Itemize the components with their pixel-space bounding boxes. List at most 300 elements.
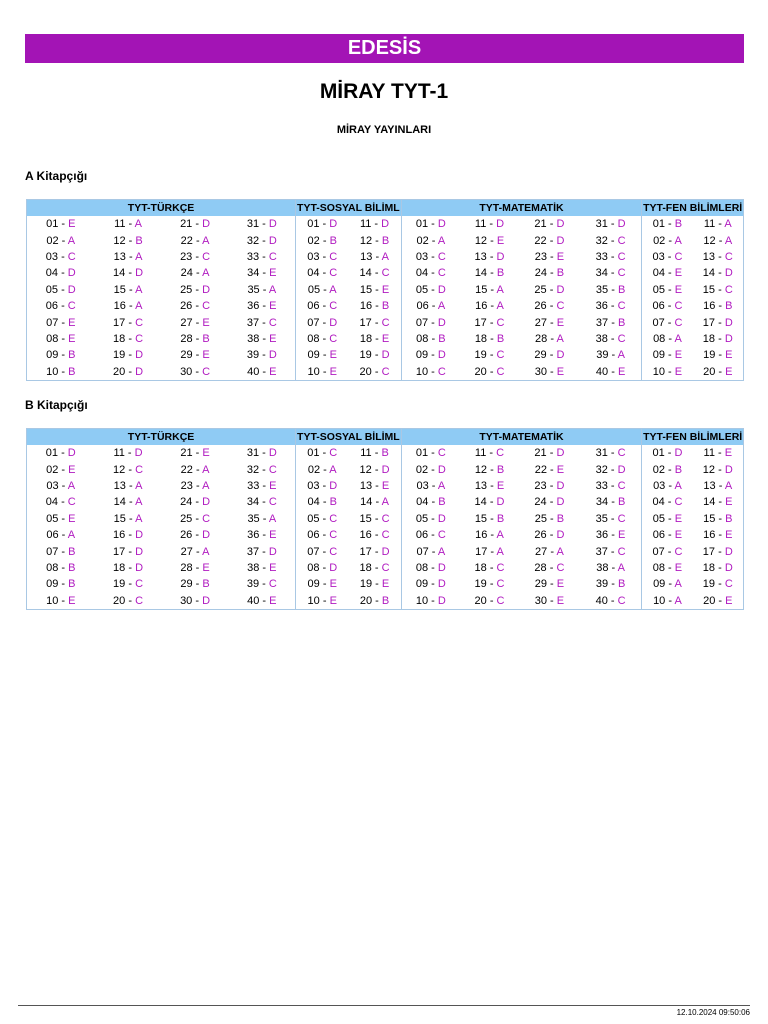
question-number: 18: [113, 561, 126, 574]
separator: -: [125, 594, 136, 607]
separator: -: [192, 300, 203, 313]
separator: -: [371, 316, 382, 329]
answer-letter: D: [135, 267, 144, 280]
answer-letter: E: [329, 365, 337, 378]
answer-cell: [27, 216, 95, 232]
answer-letter: C: [329, 300, 338, 313]
answer-letter: C: [496, 316, 505, 329]
answer-letter: E: [269, 561, 277, 574]
separator: -: [486, 447, 497, 460]
separator: -: [319, 349, 330, 362]
answer-letter: C: [496, 349, 505, 362]
answer-letter: D: [724, 463, 733, 476]
answer-cell: [27, 560, 95, 576]
separator: -: [608, 578, 618, 591]
question-number: 15: [359, 512, 372, 525]
separator: -: [486, 250, 497, 263]
question-number: 34: [595, 496, 609, 509]
answer-cell: [95, 494, 162, 510]
separator: -: [58, 218, 69, 231]
question-number: 11: [360, 447, 372, 460]
answer-cell: [95, 445, 162, 461]
answer-letter: E: [617, 365, 626, 378]
answer-cell: [580, 494, 642, 510]
answer-cell: [229, 560, 296, 576]
answer-cell: [460, 298, 519, 314]
separator: -: [715, 250, 725, 263]
question-number: 06: [45, 300, 59, 313]
answer-letter: A: [674, 332, 682, 345]
question-number: 36: [247, 300, 260, 313]
answer-cell: [162, 478, 229, 494]
question-number: 34: [247, 267, 260, 280]
answer-cell: [693, 265, 744, 281]
answer-cell: [519, 576, 580, 592]
answer-cell: [519, 232, 580, 248]
answer-cell: [580, 576, 642, 592]
answer-cell: [401, 560, 460, 576]
answer-cell: [401, 282, 460, 298]
answer-letter: E: [202, 561, 210, 574]
answer-key-table-a: [26, 199, 744, 381]
answer-cell: [642, 494, 693, 510]
answer-letter: D: [202, 529, 211, 542]
separator: -: [125, 250, 136, 263]
answer-cell: [229, 331, 296, 347]
answer-cell: [519, 511, 580, 527]
answer-cell: [229, 511, 296, 527]
separator: -: [428, 365, 438, 378]
question-number: 28: [180, 561, 193, 574]
answer-cell: [580, 298, 642, 314]
separator: -: [665, 463, 675, 476]
answer-cell: [162, 265, 229, 281]
question-number: 02: [652, 463, 665, 476]
answer-cell: [580, 232, 642, 248]
question-number: 12: [359, 234, 373, 247]
answer-letter: E: [724, 447, 733, 460]
separator: -: [259, 300, 270, 313]
answer-letter: B: [68, 545, 76, 558]
separator: -: [486, 218, 497, 231]
separator: -: [546, 479, 557, 492]
question-number: 34: [246, 496, 260, 509]
question-number: 06: [307, 300, 320, 313]
answer-letter: B: [381, 300, 390, 313]
answer-letter: A: [724, 234, 733, 247]
separator: -: [192, 234, 203, 247]
answer-letter: A: [202, 545, 210, 558]
question-number: 24: [180, 496, 193, 509]
answer-letter: D: [556, 349, 565, 362]
answer-letter: C: [329, 529, 338, 542]
answer-letter: C: [268, 496, 277, 509]
separator: -: [607, 512, 618, 525]
answer-letter: C: [329, 512, 338, 525]
answer-cell: [162, 216, 229, 232]
answer-letter: D: [724, 267, 733, 280]
answer-cell: [401, 331, 460, 347]
answer-letter: B: [725, 512, 733, 525]
separator: -: [192, 496, 203, 509]
question-number: 01: [46, 218, 59, 231]
answer-letter: E: [381, 283, 390, 296]
separator: -: [664, 447, 675, 460]
question-number: 06: [307, 529, 320, 542]
question-number: 07: [46, 545, 59, 558]
question-number: 09: [307, 578, 320, 591]
separator: -: [486, 561, 497, 574]
question-number: 11: [114, 218, 126, 231]
answer-cell: [27, 249, 95, 265]
answer-letter: C: [496, 578, 505, 591]
question-number: 24: [534, 496, 547, 509]
question-number: 40: [595, 365, 609, 378]
answer-cell: [460, 347, 519, 363]
question-number: 04: [307, 496, 320, 509]
separator: -: [259, 545, 269, 558]
answer-cell: [162, 364, 229, 381]
separator: -: [547, 332, 557, 345]
question-number: 33: [246, 250, 260, 263]
separator: -: [259, 283, 269, 296]
separator: -: [546, 234, 557, 247]
answer-cell: [95, 364, 162, 381]
separator: -: [319, 479, 330, 492]
answer-letter: E: [202, 316, 210, 329]
answer-cell: [348, 282, 401, 298]
separator: -: [259, 578, 269, 591]
table-row: [27, 249, 744, 265]
table-row: [27, 232, 744, 248]
separator: -: [319, 316, 330, 329]
question-number: 05: [652, 512, 665, 525]
separator: -: [428, 250, 438, 263]
answer-cell: [162, 461, 229, 477]
answer-cell: [401, 543, 460, 559]
answer-letter: A: [437, 234, 446, 247]
answer-cell: [95, 282, 162, 298]
separator: -: [371, 463, 382, 476]
answer-cell: [693, 576, 744, 592]
question-number: 30: [180, 594, 193, 607]
answer-letter: A: [135, 512, 143, 525]
answer-letter: D: [556, 218, 565, 231]
separator: -: [428, 300, 438, 313]
answer-cell: [27, 445, 95, 461]
separator: -: [58, 267, 68, 280]
answer-letter: B: [438, 332, 446, 345]
question-number: 19: [113, 349, 126, 362]
separator: -: [665, 365, 675, 378]
answer-cell: [229, 298, 296, 314]
question-number: 35: [595, 283, 609, 296]
answer-letter: E: [674, 561, 683, 574]
question-number: 14: [474, 267, 488, 280]
question-number: 38: [247, 332, 260, 345]
question-number: 35: [247, 512, 260, 525]
separator: -: [546, 349, 557, 362]
question-number: 06: [652, 300, 665, 313]
answer-cell: [693, 314, 744, 330]
separator: -: [125, 234, 136, 247]
answer-cell: [162, 347, 229, 363]
question-number: 02: [416, 234, 429, 247]
answer-cell: [693, 347, 744, 363]
table-row: [27, 593, 744, 610]
separator: -: [319, 496, 330, 509]
separator: -: [319, 578, 330, 591]
answer-cell: [348, 445, 401, 461]
question-number: 18: [474, 561, 487, 574]
answer-letter: E: [556, 594, 565, 607]
question-number: 16: [703, 529, 716, 542]
question-number: 20: [113, 365, 126, 378]
separator: -: [607, 479, 618, 492]
answer-letter: E: [269, 529, 277, 542]
answer-cell: [460, 511, 519, 527]
answer-cell: [460, 527, 519, 543]
answer-cell: [693, 216, 744, 232]
answer-cell: [27, 593, 95, 610]
question-number: 32: [246, 234, 260, 247]
answer-letter: E: [381, 332, 390, 345]
question-number: 12: [359, 463, 372, 476]
separator: -: [664, 300, 675, 313]
answer-cell: [401, 232, 460, 248]
answer-letter: D: [202, 496, 211, 509]
separator: -: [428, 283, 438, 296]
answer-letter: C: [202, 300, 211, 313]
separator: -: [715, 463, 725, 476]
answer-cell: [460, 593, 519, 610]
separator: -: [546, 365, 557, 378]
question-number: 01: [307, 447, 320, 460]
question-number: 11: [113, 447, 125, 460]
question-number: 08: [652, 561, 665, 574]
answer-letter: B: [438, 496, 446, 509]
separator: -: [125, 365, 136, 378]
answer-cell: [296, 216, 349, 232]
question-number: 08: [415, 561, 429, 574]
answer-letter: D: [724, 545, 733, 558]
answer-letter: D: [268, 545, 277, 558]
separator: -: [546, 447, 557, 460]
answer-cell: [27, 364, 95, 381]
separator: -: [428, 479, 438, 492]
answer-letter: C: [381, 365, 390, 378]
table-row: [27, 216, 744, 232]
answer-cell: [642, 593, 693, 610]
separator: -: [715, 283, 725, 296]
answer-cell: [348, 576, 401, 592]
separator: -: [428, 496, 439, 509]
answer-letter: C: [381, 529, 390, 542]
question-number: 20: [359, 594, 373, 607]
answer-cell: [580, 478, 642, 494]
answer-cell: [401, 527, 460, 543]
separator: -: [125, 512, 136, 525]
answer-cell: [95, 461, 162, 477]
answer-cell: [348, 216, 401, 232]
separator: -: [715, 578, 725, 591]
question-number: 36: [595, 300, 608, 313]
question-number: 08: [307, 332, 320, 345]
question-number: 30: [534, 365, 547, 378]
separator: -: [259, 365, 270, 378]
answer-cell: [642, 527, 693, 543]
question-number: 03: [416, 479, 429, 492]
separator: -: [546, 561, 557, 574]
separator: -: [58, 578, 69, 591]
question-number: 28: [180, 332, 193, 345]
separator: -: [607, 594, 618, 607]
separator: -: [546, 529, 557, 542]
separator: -: [125, 463, 136, 476]
answer-cell: [296, 494, 349, 510]
answer-letter: C: [202, 512, 211, 525]
question-number: 01: [415, 447, 429, 460]
answer-letter: D: [496, 250, 505, 263]
answer-letter: C: [496, 561, 505, 574]
separator: -: [319, 234, 330, 247]
question-number: 15: [113, 512, 126, 525]
answer-cell: [460, 331, 519, 347]
answer-cell: [693, 478, 744, 494]
answer-letter: A: [437, 300, 446, 313]
separator: -: [428, 529, 438, 542]
question-number: 10: [46, 365, 59, 378]
answer-cell: [296, 347, 349, 363]
question-number: 07: [46, 316, 59, 329]
answer-letter: C: [437, 447, 446, 460]
answer-letter: E: [269, 479, 277, 492]
answer-letter: B: [135, 234, 143, 247]
answer-cell: [95, 576, 162, 592]
question-number: 40: [247, 365, 260, 378]
separator: -: [58, 529, 68, 542]
answer-letter: E: [381, 479, 390, 492]
separator: -: [607, 332, 618, 345]
answer-letter: C: [617, 512, 626, 525]
answer-letter: B: [68, 561, 76, 574]
answer-cell: [642, 445, 693, 461]
answer-letter: D: [381, 349, 390, 362]
answer-cell: [401, 593, 460, 610]
answer-letter: E: [725, 349, 733, 362]
question-number: 16: [475, 300, 488, 313]
question-number: 03: [307, 479, 320, 492]
separator: -: [664, 545, 675, 558]
answer-letter: D: [135, 365, 144, 378]
answer-letter: B: [674, 463, 683, 476]
answer-cell: [460, 494, 519, 510]
answer-letter: C: [674, 545, 683, 558]
question-number: 35: [247, 283, 260, 296]
answer-letter: D: [381, 218, 390, 231]
question-number: 19: [113, 578, 126, 591]
separator: -: [715, 545, 725, 558]
question-number: 33: [247, 479, 260, 492]
table-row: [27, 314, 744, 330]
question-number: 37: [246, 545, 260, 558]
question-number: 38: [596, 561, 609, 574]
answer-letter: D: [724, 561, 733, 574]
answer-cell: [348, 249, 401, 265]
answer-letter: C: [617, 267, 626, 280]
separator: -: [428, 218, 438, 231]
answer-letter: E: [329, 349, 337, 362]
answer-cell: [642, 216, 693, 232]
separator: -: [125, 218, 135, 231]
separator: -: [428, 578, 438, 591]
answer-letter: A: [496, 545, 504, 558]
answer-cell: [401, 265, 460, 281]
answer-cell: [401, 461, 460, 477]
question-number: 17: [359, 545, 372, 558]
answer-letter: D: [329, 218, 338, 231]
answer-letter: D: [437, 349, 446, 362]
answer-cell: [95, 232, 162, 248]
separator: -: [665, 332, 675, 345]
question-number: 32: [246, 463, 260, 476]
answer-letter: D: [268, 447, 277, 460]
answer-cell: [693, 298, 744, 314]
separator: -: [192, 267, 203, 280]
answer-cell: [348, 314, 401, 330]
answer-cell: [642, 331, 693, 347]
separator: -: [192, 218, 203, 231]
answer-letter: B: [381, 234, 390, 247]
answer-letter: C: [724, 283, 733, 296]
separator: -: [607, 447, 618, 460]
answer-letter: D: [724, 332, 733, 345]
separator: -: [486, 496, 497, 509]
question-number: 12: [474, 463, 488, 476]
table-row: [27, 364, 744, 381]
question-number: 12: [703, 234, 716, 247]
answer-cell: [296, 445, 349, 461]
answer-cell: [95, 543, 162, 559]
answer-cell: [296, 249, 349, 265]
answer-letter: E: [381, 578, 390, 591]
answer-letter: E: [269, 594, 277, 607]
answer-letter: C: [724, 578, 733, 591]
question-number: 19: [359, 578, 373, 591]
question-number: 13: [360, 250, 373, 263]
answer-cell: [460, 314, 519, 330]
answer-cell: [460, 560, 519, 576]
answer-letter: D: [202, 218, 211, 231]
separator: -: [192, 250, 203, 263]
question-number: 26: [534, 300, 547, 313]
question-number: 15: [113, 283, 126, 296]
answer-cell: [229, 478, 296, 494]
question-number: 29: [534, 578, 547, 591]
question-number: 05: [415, 283, 429, 296]
separator: -: [546, 463, 557, 476]
separator: -: [546, 300, 557, 313]
separator: -: [319, 365, 330, 378]
separator: -: [259, 512, 269, 525]
separator: -: [487, 332, 497, 345]
answer-cell: [642, 364, 693, 381]
separator: -: [715, 529, 726, 542]
separator: -: [546, 512, 557, 525]
separator: -: [371, 365, 382, 378]
booklet-b-label: B Kitapçığı: [25, 398, 88, 412]
question-number: 28: [535, 332, 548, 345]
